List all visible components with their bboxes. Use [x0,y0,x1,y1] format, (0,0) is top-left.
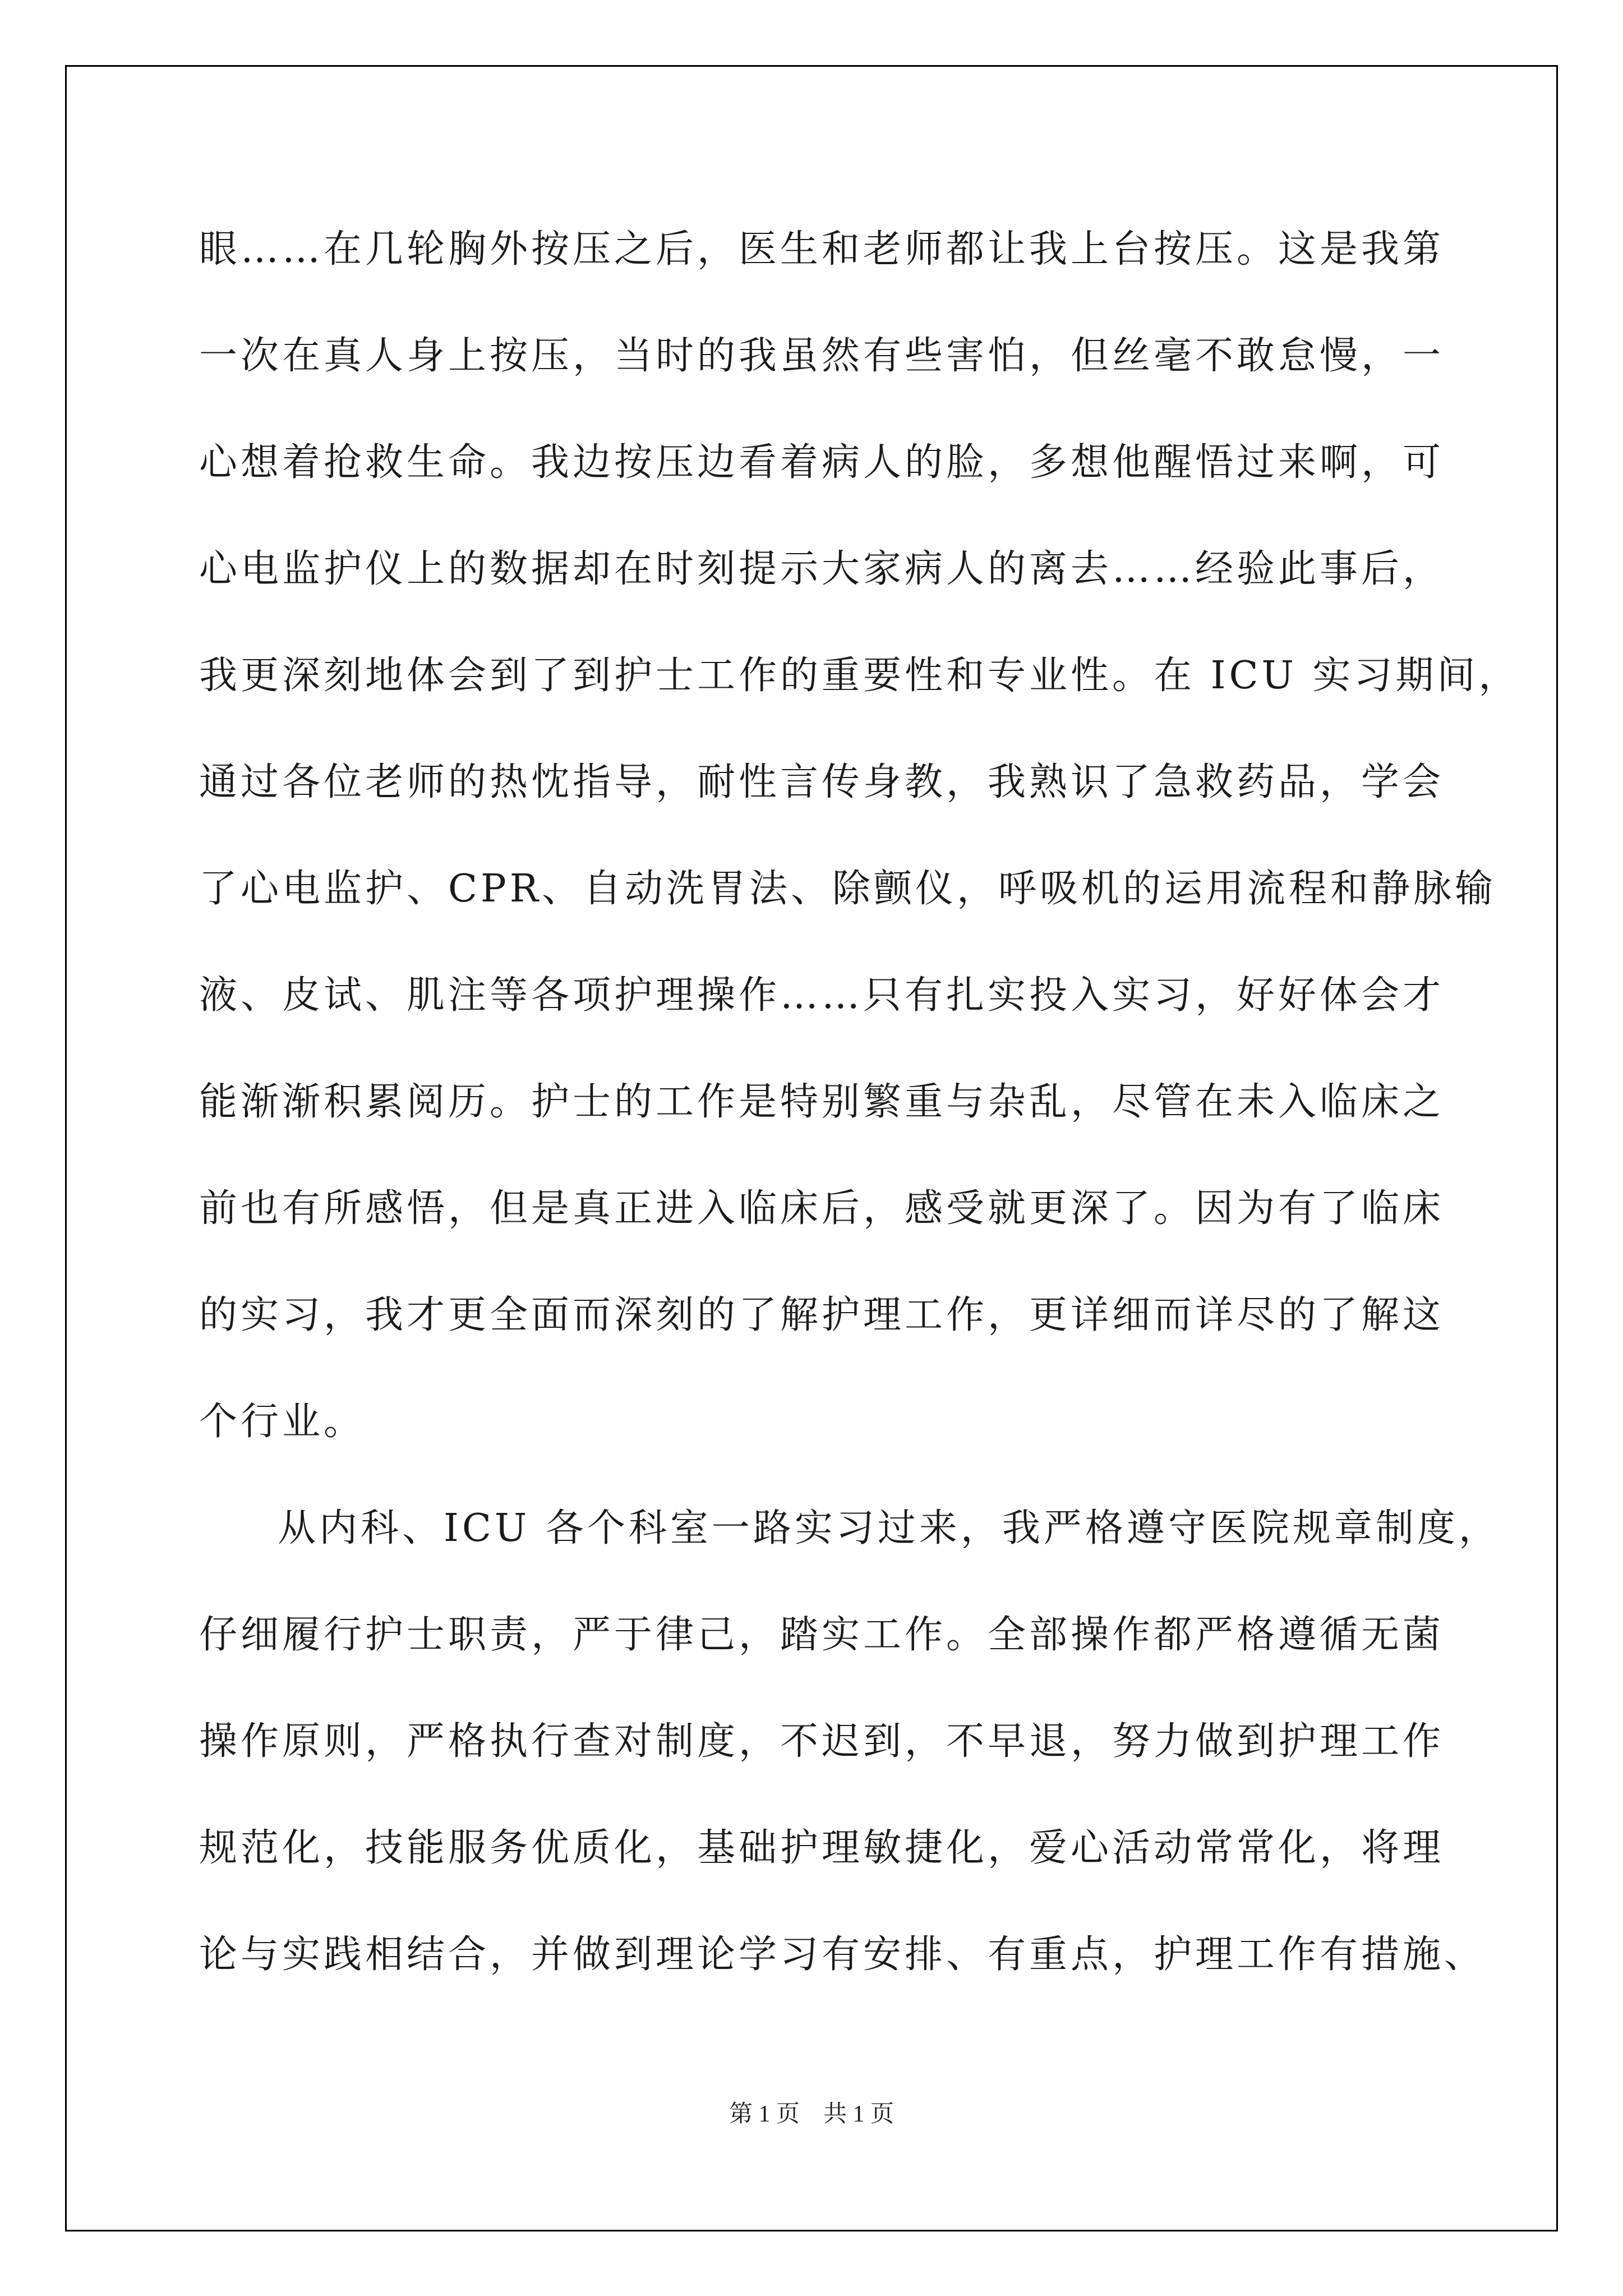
body-text-line: 了心电监护、CPR、自动洗胃法、除颤仪，呼吸机的运用流程和静脉输 [199,867,1496,911]
body-text-line: 论与实践相结合，并做到理论学习有安排、有重点，护理工作有措施、 [199,1932,1486,1977]
body-text-line: 前也有所感悟，但是真正进入临床后，感受就更深了。因为有了临床 [199,1186,1445,1231]
body-text-line: 眼……在几轮胸外按压之后，医生和老师都让我上台按压。这是我第 [199,227,1445,272]
body-text-line: 一次在真人身上按压，当时的我虽然有些害怕，但丝毫不敢怠慢，一 [199,334,1445,378]
document-body [199,222,1520,2033]
body-text-line: 仔细履行护士职责，严于律己，踏实工作。全部操作都严格遵循无菌 [199,1613,1445,1657]
body-text-line: 心想着抢救生命。我边按压边看着病人的脸，多想他醒悟过来啊，可 [199,440,1445,485]
body-text-line: 心电监护仪上的数据却在时刻提示大家病人的离去……经验此事后， [199,547,1445,591]
body-text-line: 能渐渐积累阅历。护士的工作是特别繁重与杂乱，尽管在未入临床之 [199,1080,1445,1124]
body-text-line: 操作原则，严格执行查对制度，不迟到，不早退，努力做到护理工作 [199,1719,1445,1764]
body-text-line: 的实习，我才更全面而深刻的了解护理工作，更详细而详尽的了解这 [199,1293,1445,1337]
body-text-line: 个行业。 [199,1400,366,1444]
page-footer: 第 1 页 共 1 页 [728,2101,894,2127]
body-text-line: 液、皮试、肌注等各项护理操作……只有扎实投入实习，好好体会才 [199,973,1445,1018]
body-text-line: 我更深刻地体会到了到护士工作的重要性和专业性。在 ICU 实习期间， [199,654,1520,698]
body-text-line: 通过各位老师的热忱指导，耐性言传身教，我熟识了急救药品，学会 [199,760,1445,804]
body-text-line: 从内科、ICU 各个科室一路实习过来，我严格遵守医院规章制度， [278,1506,1500,1550]
body-text-line: 规范化，技能服务优质化，基础护理敏捷化，爱心活动常常化，将理 [199,1826,1445,1870]
